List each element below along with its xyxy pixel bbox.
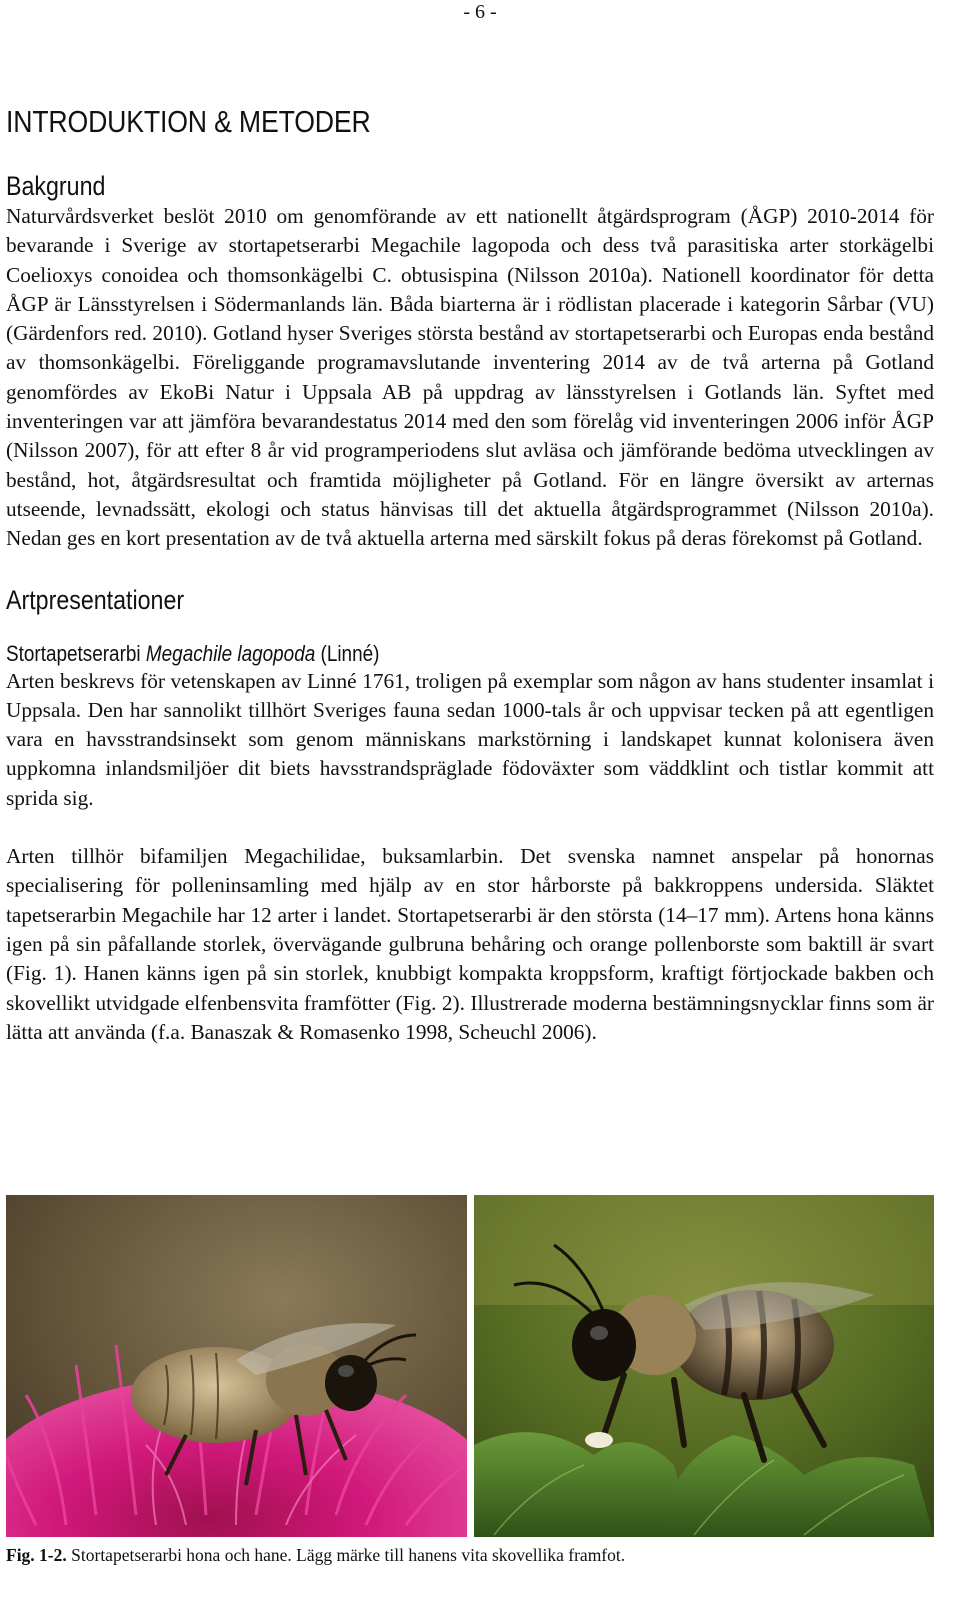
section-title: INTRODUKTION & METODER (6, 104, 371, 139)
page-number: - 6 - (463, 1, 497, 23)
figure-caption (6, 1543, 934, 1567)
artpresentationer-heading: Artpresentationer (6, 584, 185, 615)
page-content (6, 102, 934, 1047)
species-latin-name: Megachile lagopoda (145, 640, 316, 666)
figure-caption-label: Fig. 1-2. (6, 1545, 67, 1565)
figure-1-female-bee-photo (6, 1195, 467, 1537)
species-common-name: Stortapetserarbi (6, 640, 141, 666)
bakgrund-section (6, 170, 934, 554)
bakgrund-paragraph: Naturvårdsverket beslöt 2010 om genomförande av ett nationellt åtgärdsprogram (ÅGP) 2010-2014 för bevarande i Sverige av stortapetserarbi Megachile lagopoda och dess två parasitiska arter storkägelbi Coelioxys conoidea och thomsonkägelbi C. obtusispina (Nilsson 2010a). Nationell koordinator för detta ÅGP är Länsstyrelsen i Södermanlands län. Båda biarterna är i rödlistan placerade i kategorin Sårbar (VU) (Gärdenfors red. 2010). Gotland hyser Sveriges största bestånd av stortapetserarbi och Europas enda bestånd av thomsonkägelbi. Föreliggande programavslutande inventering 2014 av de två arterna på Gotland genomfördes av EkoBi Natur i Uppsala AB på uppdrag av länsstyrelsen i Gotlands län. Syftet med inventeringen var att jämföra bevarandestatus 2014 med den som förelåg vid inventeringen 2006 inför ÅGP (Nilsson 2007), för att efter 8 år vid programperiodens slut avläsa och jämförande bedöma utvecklingen av bestånd, hot, åtgärdsresultat och framtida möjligheter på Gotland. För en längre översikt av arternas utseende, levnadssätt, ekologi och status hänvisas till det aktuella åtgärdsprogrammet (Nilsson 2010a). Nedan ges en kort presentation av de två aktuella arterna med särskilt fokus på deras förekomst på Gotland. (6, 204, 934, 551)
species-paragraph-2: Arten tillhör bifamiljen Megachilidae, buksamlarbin. Det svenska namnet anspelar på honornas specialisering för polleninsamling med hjälp av en stor hårborste på bakkroppens undersida. Släktet tapetserarbin Megachile har 12 arter i landet. Stortapetserarbi är den största (14–17 mm). Artens hona känns igen på sin påfallande storlek, övervägande gulbruna behåring och orange pollenborste som baktill är svart (Fig. 1). Hanen känns igen på sin storlek, knubbigt kompakta kroppsform, kraftigt förtjockade bakben och skovellikt utvidgade elfenbensvita framfötter (Fig. 2). Illustrerade moderna bestämningsnycklar finns som är lätta att använda (f.a. Banaszak & Romasenko 1998, Scheuchl 2006). (6, 844, 934, 1044)
species-author: (Linné) (320, 640, 380, 666)
figure-caption-text: Stortapetserarbi hona och hane. Lägg märke till hanens vita skovellika framfot. (66, 1545, 626, 1565)
species-paragraph-1: Arten beskrevs för vetenskapen av Linné 1761, troligen på exemplar som någon av hans studenter insamlat i Uppsala. Den har sannolikt tillhört Sveriges fauna sedan 1000-tals år och uppvisar tecken på att egentligen vara en havsstrandsinsekt som genom människans markstörning i landskapet kunnat kolonisera även uppkomna inlandsmiljöer dit biets havsstrandspräglade födoväxter som väddklint och tistlar kommit att sprida sig. (6, 668, 934, 810)
bakgrund-heading: Bakgrund (6, 171, 106, 201)
species-heading (6, 640, 934, 667)
artpresentationer-section (6, 584, 934, 616)
figure-row (6, 1195, 934, 1537)
figure-2-male-bee-photo (474, 1195, 934, 1537)
